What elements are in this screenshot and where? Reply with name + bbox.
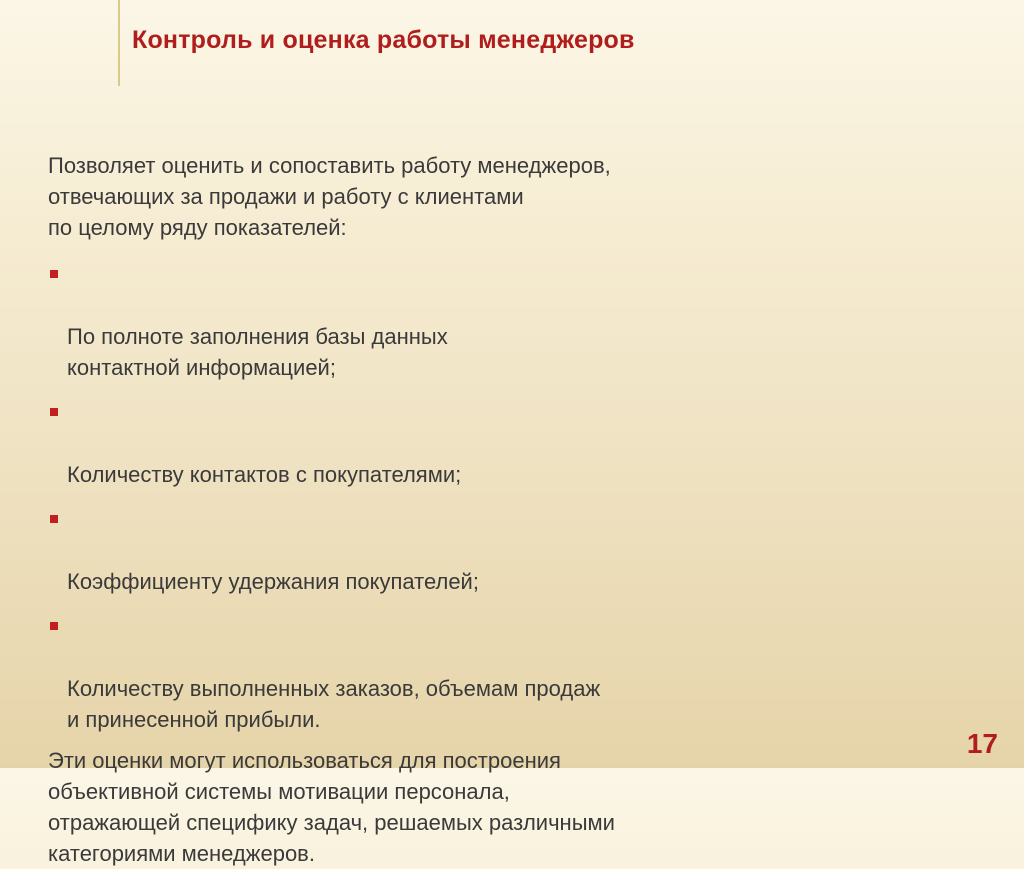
bullet-item [48, 259, 768, 383]
slide-title: Контроль и оценка работы менеджеров [132, 26, 635, 54]
square-bullet-icon [50, 408, 58, 416]
square-bullet-icon [50, 270, 58, 278]
bullet-item [48, 397, 768, 490]
slide-content [48, 150, 768, 869]
bullet-text: Количеству контактов с покупателями; [67, 462, 462, 487]
bullet-item [48, 611, 768, 735]
square-bullet-icon [50, 622, 58, 630]
bullet-item [48, 504, 768, 597]
square-bullet-icon [50, 515, 58, 523]
bullet-text: Коэффициенту удержания покупателей; [67, 569, 479, 594]
conclusion-paragraph: Эти оценки могут использоваться для построения объективной системы мотивации персонала, отражающей специфику задач, решаемых различными категориями менеджеров. [48, 748, 615, 866]
page-number: 17 [966, 728, 998, 759]
intro-paragraph: Позволяет оценить и сопоставить работу менеджеров, отвечающих за продажи и работу с клиентами по целому ряду показателей: [48, 153, 611, 240]
bullet-text: Количеству выполненных заказов, объемам продаж и принесенной прибыли. [67, 676, 601, 732]
bullet-list [48, 259, 768, 735]
title-divider [118, 0, 120, 86]
bullet-text: По полноте заполнения базы данных контактной информацией; [67, 324, 448, 380]
